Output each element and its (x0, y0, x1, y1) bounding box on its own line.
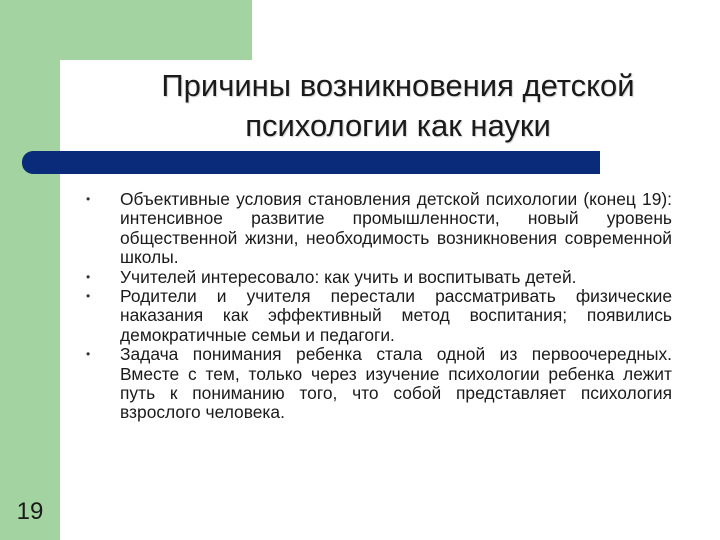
bullet-text: Объективные условия становления детской психологии (конец 19): интенсивное развитие промышленности, новый уровень общественной жизни, необходимость возникновения современной школы. (120, 189, 672, 268)
bullet-item (86, 190, 672, 268)
slide-title-line-1: Причины возникновения детской (161, 68, 635, 103)
title-underline-bar (22, 151, 600, 174)
bullet-item (86, 345, 672, 423)
bullet-item (86, 268, 672, 287)
slide-title-line-2: психологии как науки (245, 108, 551, 143)
bullet-text: Учителей интересовало: как учить и воспитывать детей. (120, 266, 577, 287)
page-number: 19 (16, 498, 44, 525)
top-decoration-bar (0, 0, 252, 60)
slide-title (88, 66, 708, 146)
bullet-dot-icon: • (86, 192, 91, 206)
bullet-dot-icon: • (86, 269, 91, 284)
bullet-dot-icon: • (86, 289, 91, 304)
bullet-item (86, 287, 672, 345)
bullet-text: Родители и учителя перестали рассматривать физические наказания как эффективный метод воспитания; появились демократичные семьи и педагоги. (120, 286, 672, 345)
bullet-text: Задача понимания ребенка стала одной из первоочередных. Вместе с тем, только через изучение психологии ребенка лежит путь к пониманию того, что собой представляет психология взрослого человека. (120, 344, 672, 423)
bullet-dot-icon: • (86, 347, 91, 362)
side-decoration-bar (0, 0, 60, 540)
bullet-list (86, 190, 672, 423)
